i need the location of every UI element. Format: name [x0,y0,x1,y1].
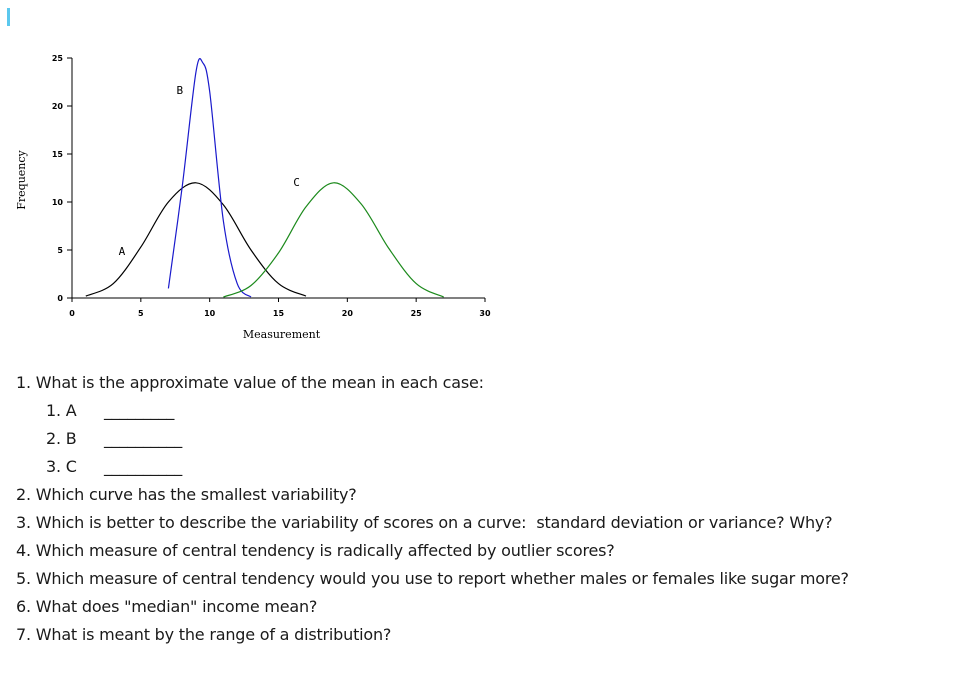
question-1-item-c [16,453,849,481]
curve-c [223,183,443,297]
question-4: 4. Which measure of central tendency is radically affected by outlier scores? [16,541,615,560]
x-axis-title: Measurement [242,328,321,341]
answer-blank: __________ [104,429,183,448]
y-tick-label: 20 [51,102,63,111]
question-1-item-a [16,397,849,425]
x-tick-label: 25 [410,309,422,318]
x-tick-label: 5 [138,309,144,318]
y-tick-label: 0 [57,294,63,303]
question-3-part-2: standard deviation or variance? Why? [536,513,833,532]
answer-blank: _________ [104,401,175,420]
question-2: 2. Which curve has the smallest variability? [16,485,357,504]
question-3 [16,509,849,537]
item-label: 2. B [46,429,77,448]
x-tick-label: 15 [272,309,285,318]
curve-label-a: A [118,244,126,258]
answer-blank: __________ [104,457,183,476]
x-tick-label: 10 [204,309,216,318]
y-tick-label: 25 [51,54,63,63]
chart-curves [86,59,444,297]
question-1-item-b [16,425,849,453]
x-tick-label: 30 [479,309,491,318]
x-tick-label: 0 [69,309,75,318]
curve-label-b: B [176,83,184,97]
question-1: 1. What is the approximate value of the mean in each case: [16,373,484,392]
question-7: 7. What is meant by the range of a distribution? [16,625,392,644]
y-tick-label: 5 [57,246,63,255]
question-5: 5. Which measure of central tendency would you use to report whether males or females like sugar more? [16,569,849,588]
x-tick-label: 20 [341,309,353,318]
curve-label-c: C [293,175,300,189]
question-list [16,369,849,649]
curve-a [86,183,306,296]
item-label: 1. A [46,401,77,420]
question-3-part-1: 3. Which is better to describe the variability of scores on a curve: [16,513,527,532]
y-axis-title: Frequency [15,150,28,210]
y-tick-label: 15 [51,150,63,159]
question-6: 6. What does "median" income mean? [16,597,318,616]
item-label: 3. C [46,457,77,476]
y-tick-label: 10 [51,198,63,207]
